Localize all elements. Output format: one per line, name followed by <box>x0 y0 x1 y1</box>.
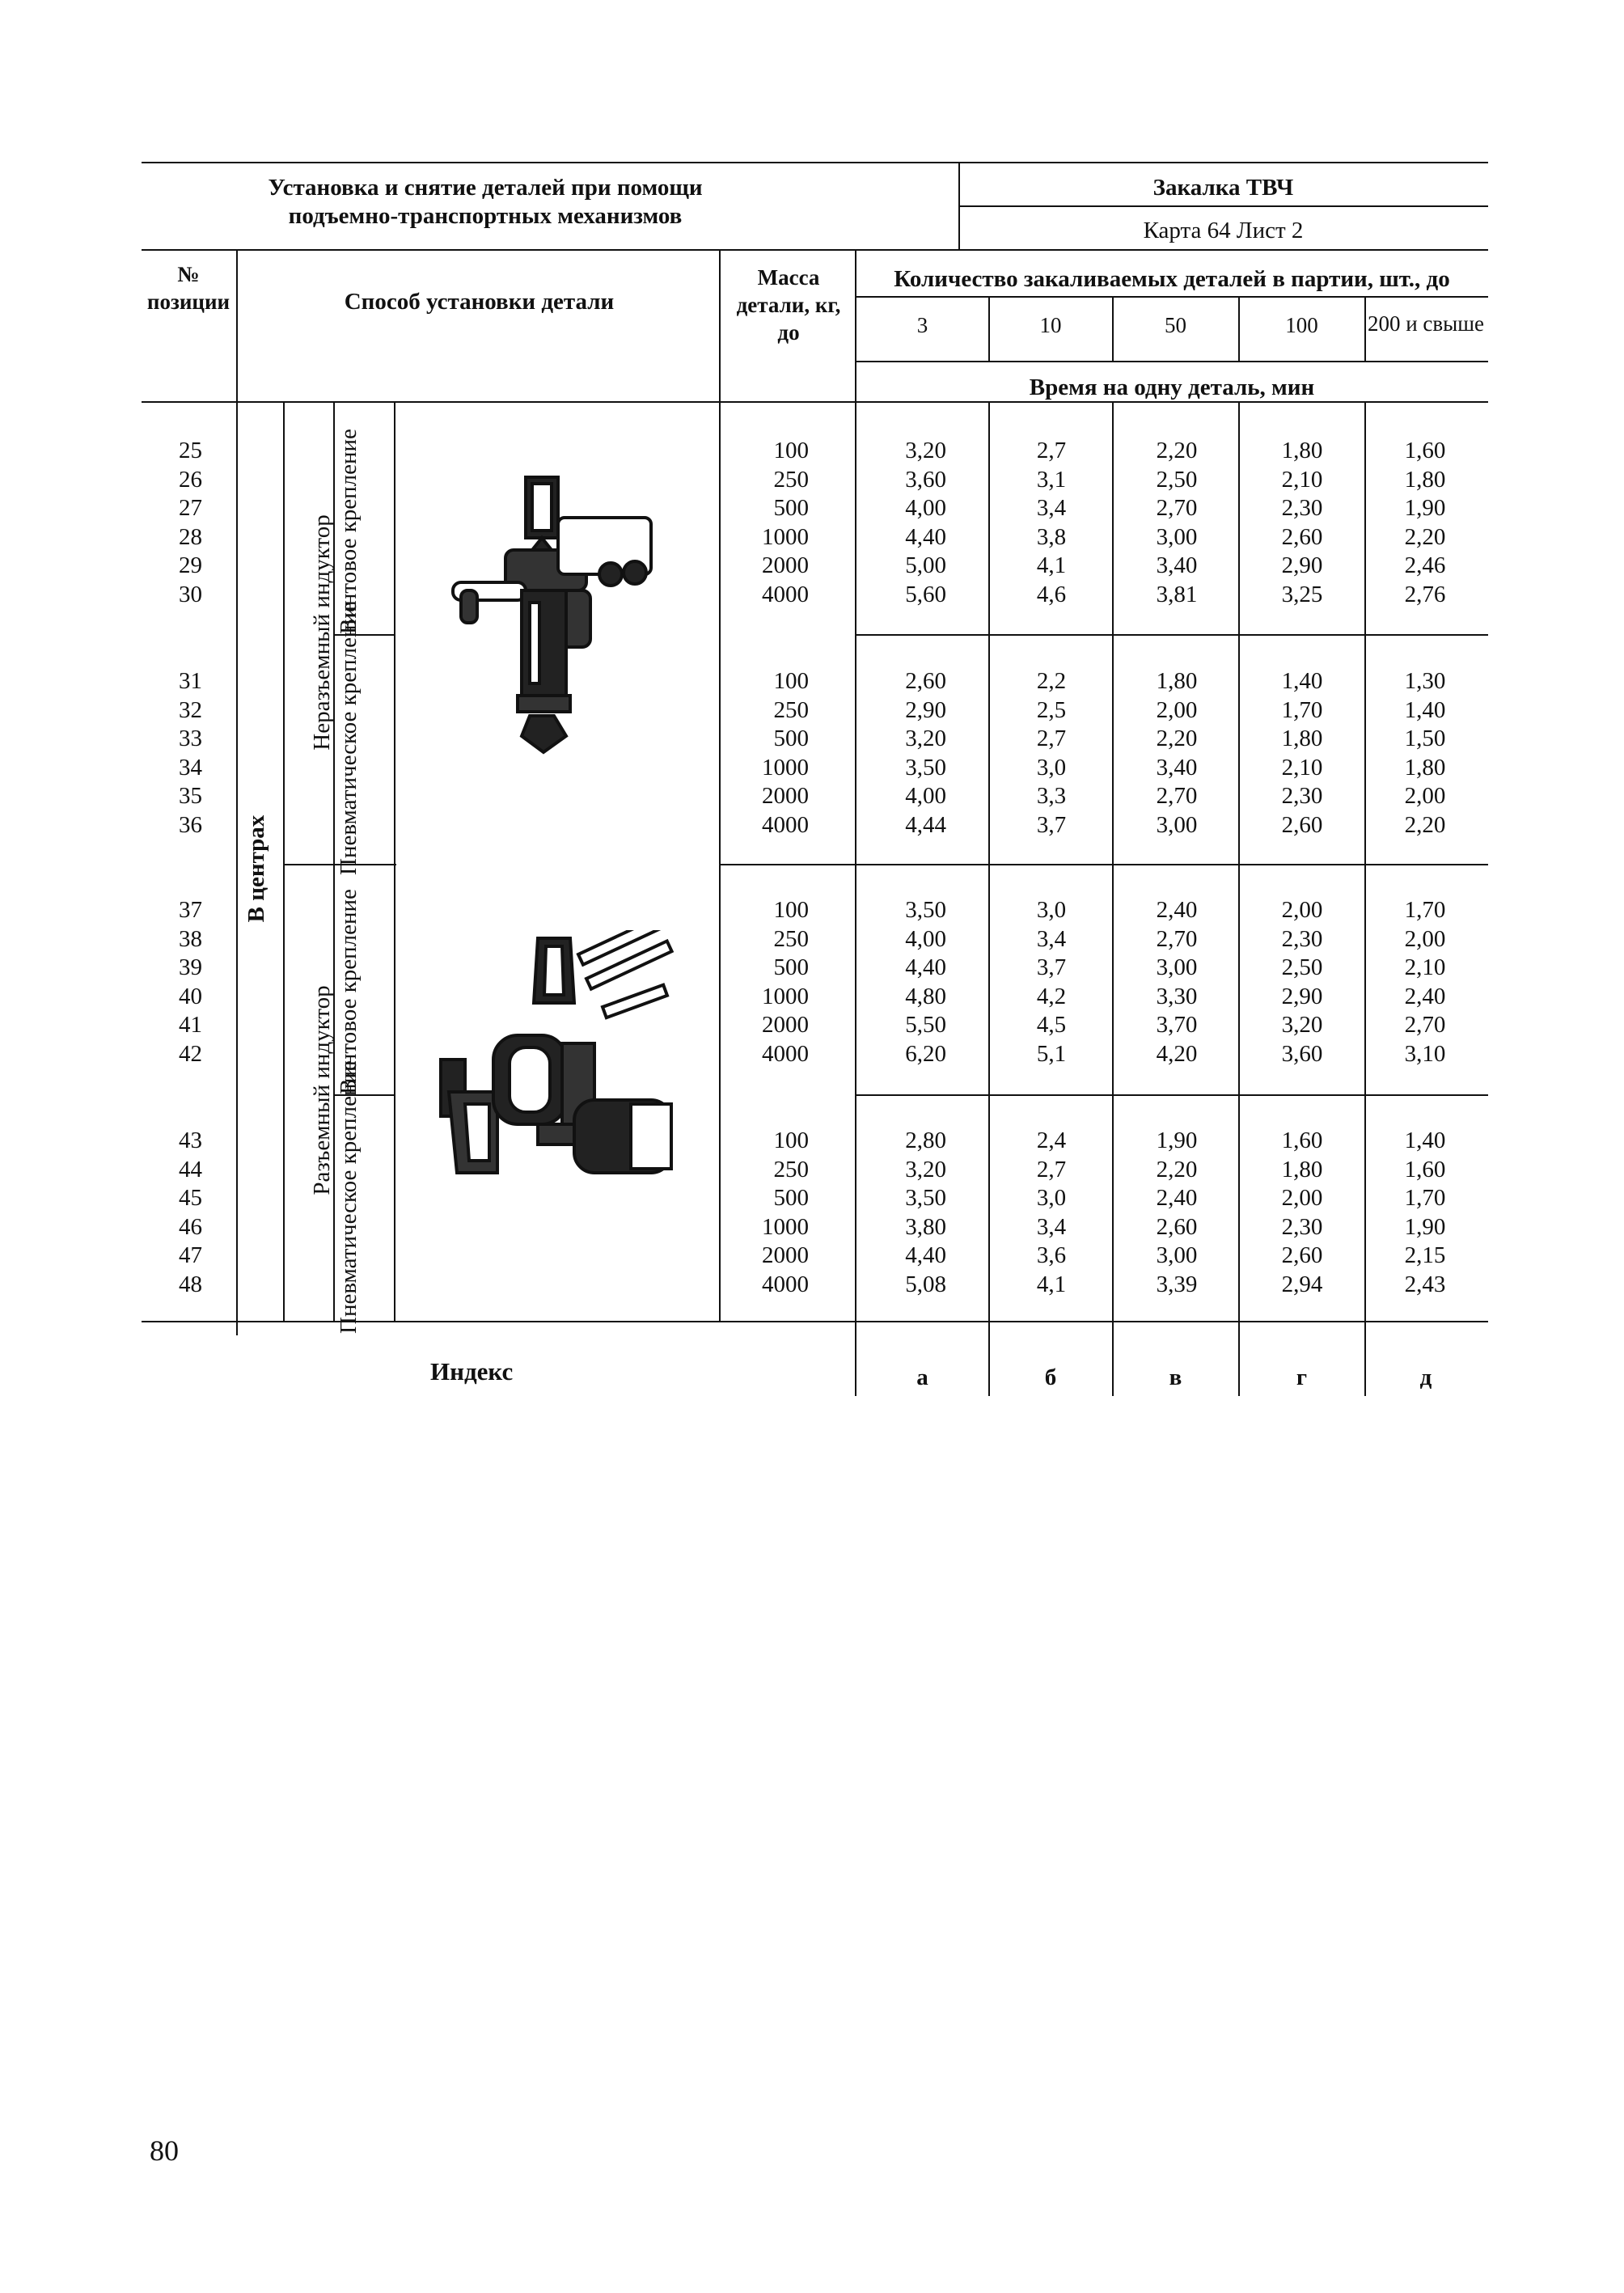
quantity-200-plus: 200 и свыше <box>1367 311 1485 336</box>
label-nonsplit-inductor: Неразъемный индуктор <box>309 514 335 751</box>
col-method-header: Способ установки детали <box>344 289 615 315</box>
quantity-10: 10 <box>1039 313 1062 337</box>
col-a-g3: 3,50 4,00 4,40 4,80 5,50 6,20 <box>905 897 946 1067</box>
header-title-line2: подъемно-транспортных механизмов <box>288 203 683 229</box>
header-title-line1: Установка и снятие деталей при помощи <box>268 175 703 201</box>
page-number: 80 <box>150 2134 179 2167</box>
index-b: б <box>1044 1364 1057 1390</box>
mass-g4: 100 250 500 1000 2000 4000 <box>762 1127 809 1297</box>
mass-g2: 100 250 500 1000 2000 4000 <box>762 668 809 838</box>
split-inductor-illustration <box>433 930 691 1189</box>
col-d-g1: 1,60 1,80 1,90 2,20 2,46 2,76 <box>1404 438 1446 607</box>
mass-g1: 100 250 500 1000 2000 4000 <box>762 438 809 607</box>
label-pneumatic-fastening-1: Пневматическое крепление <box>336 602 362 875</box>
label-in-centers: В центрах <box>243 814 269 923</box>
nonsplit-inductor-illustration <box>437 461 687 776</box>
label-screw-fastening-1: Винтовое крепление <box>336 429 362 634</box>
positions-g2: 31 32 33 34 35 36 <box>179 668 202 838</box>
col-g-g2: 1,40 1,70 1,80 2,10 2,30 2,60 <box>1281 668 1323 838</box>
col-b-g1: 2,7 3,1 3,4 3,8 4,1 4,6 <box>1036 438 1067 607</box>
quantity-3: 3 <box>916 313 928 337</box>
col-b-g2: 2,2 2,5 2,7 3,0 3,3 3,7 <box>1036 668 1067 838</box>
col-g-g1: 1,80 2,10 2,30 2,60 2,90 3,25 <box>1281 438 1323 607</box>
index-d: д <box>1419 1364 1432 1390</box>
col-v-g1: 2,20 2,50 2,70 3,00 3,40 3,81 <box>1156 438 1198 607</box>
col-a-g4: 2,80 3,20 3,50 3,80 4,40 5,08 <box>905 1127 946 1297</box>
index-a: а <box>916 1364 928 1390</box>
col-quantity-header: Количество закаливаемых деталей в партии, шт., до <box>894 266 1450 292</box>
index-label: Индекс <box>430 1357 514 1386</box>
label-screw-fastening-2: Винтовое крепление <box>336 889 362 1094</box>
header-card: Карта 64 Лист 2 <box>1143 218 1304 243</box>
col-g-g4: 1,60 1,80 2,00 2,30 2,60 2,94 <box>1281 1127 1323 1297</box>
positions-g4: 43 44 45 46 47 48 <box>179 1127 202 1297</box>
index-g: г <box>1296 1364 1308 1390</box>
col-b-g4: 2,4 2,7 3,0 3,4 3,6 4,1 <box>1036 1127 1067 1297</box>
col-position-header: № позиции <box>146 262 230 314</box>
index-v: в <box>1169 1364 1182 1390</box>
col-v-g2: 1,80 2,00 2,20 3,40 2,70 3,00 <box>1156 668 1198 838</box>
header-right-title: Закалка ТВЧ <box>1152 175 1294 201</box>
mass-g3: 100 250 500 1000 2000 4000 <box>762 897 809 1067</box>
quantity-100: 100 <box>1285 313 1318 337</box>
col-d-g2: 1,30 1,40 1,50 1,80 2,00 2,20 <box>1404 668 1446 838</box>
col-mass-header: Масса детали, кг, до <box>736 265 841 345</box>
col-g-g3: 2,00 2,30 2,50 2,90 3,20 3,60 <box>1281 897 1323 1067</box>
positions-g3: 37 38 39 40 41 42 <box>179 897 202 1067</box>
col-b-g3: 3,0 3,4 3,7 4,2 4,5 5,1 <box>1036 897 1067 1067</box>
time-header: Время на одну деталь, мин <box>1029 374 1315 400</box>
col-a-g1: 3,20 3,60 4,00 4,40 5,00 5,60 <box>905 438 946 607</box>
col-d-g4: 1,40 1,60 1,70 1,90 2,15 2,43 <box>1404 1127 1446 1297</box>
quantity-50: 50 <box>1165 313 1186 337</box>
label-pneumatic-fastening-2: Пневматическое крепление <box>336 1060 362 1334</box>
label-split-inductor: Разъемный индуктор <box>309 985 335 1195</box>
col-v-g4: 1,90 2,20 2,40 2,60 3,00 3,39 <box>1156 1127 1198 1297</box>
col-v-g3: 2,40 2,70 3,00 3,30 3,70 4,20 <box>1156 897 1198 1067</box>
positions-g1: 25 26 27 28 29 30 <box>179 438 202 607</box>
col-d-g3: 1,70 2,00 2,10 2,40 2,70 3,10 <box>1404 897 1446 1067</box>
col-a-g2: 2,60 2,90 3,20 3,50 4,00 4,44 <box>905 668 946 838</box>
